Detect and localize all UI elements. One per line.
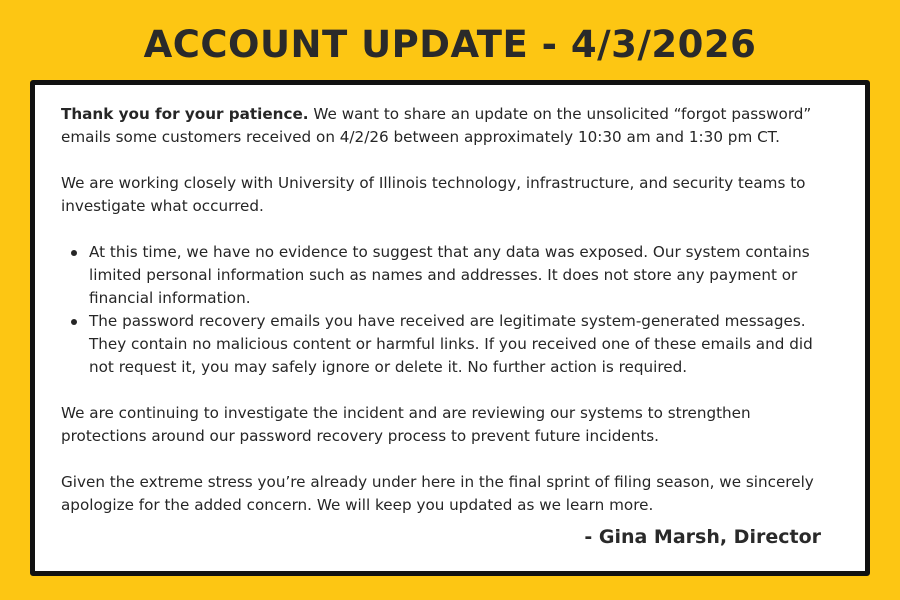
bullet-text: At this time, we have no evidence to suggest that any data was exposed. Our system contains limited personal information such as names and addresses. It does not store any payment or financial information. — [89, 243, 810, 307]
apology-paragraph: Given the extreme stress you’re already under here in the final sprint of filing season, we sincerely apologize for the added concern. We will keep you updated as we learn more. — [61, 473, 814, 514]
signature: - Gina Marsh, Director — [584, 526, 821, 548]
intro-text: We want to share an update on the unsolicited “forgot password” emails some customers received on 4/2/26 between approximately 10:30 am and 1:30 pm CT. — [61, 105, 812, 146]
investigation-paragraph: We are continuing to investigate the incident and are reviewing our systems to strengthen protections around our password recovery process to prevent future incidents. — [61, 404, 751, 445]
bullet-item — [61, 241, 839, 310]
bullet-icon — [71, 250, 77, 256]
page-title: ACCOUNT UPDATE - 4/3/2026 — [143, 23, 757, 66]
intro-bold-text: Thank you for your patience. — [61, 105, 309, 123]
bullet-list — [61, 241, 839, 379]
intro-paragraph — [61, 103, 839, 149]
notice-card — [30, 80, 870, 576]
bullet-item — [61, 310, 839, 379]
bullet-icon — [71, 319, 77, 325]
collaboration-paragraph: We are working closely with University of Illinois technology, infrastructure, and security teams to investigate what occurred. — [61, 174, 806, 215]
bullet-text: The password recovery emails you have received are legitimate system-generated messages. They contain no malicious content or harmful links. If you received one of these emails and did not request it, you may safely ignore or delete it. No further action is required. — [89, 312, 813, 376]
